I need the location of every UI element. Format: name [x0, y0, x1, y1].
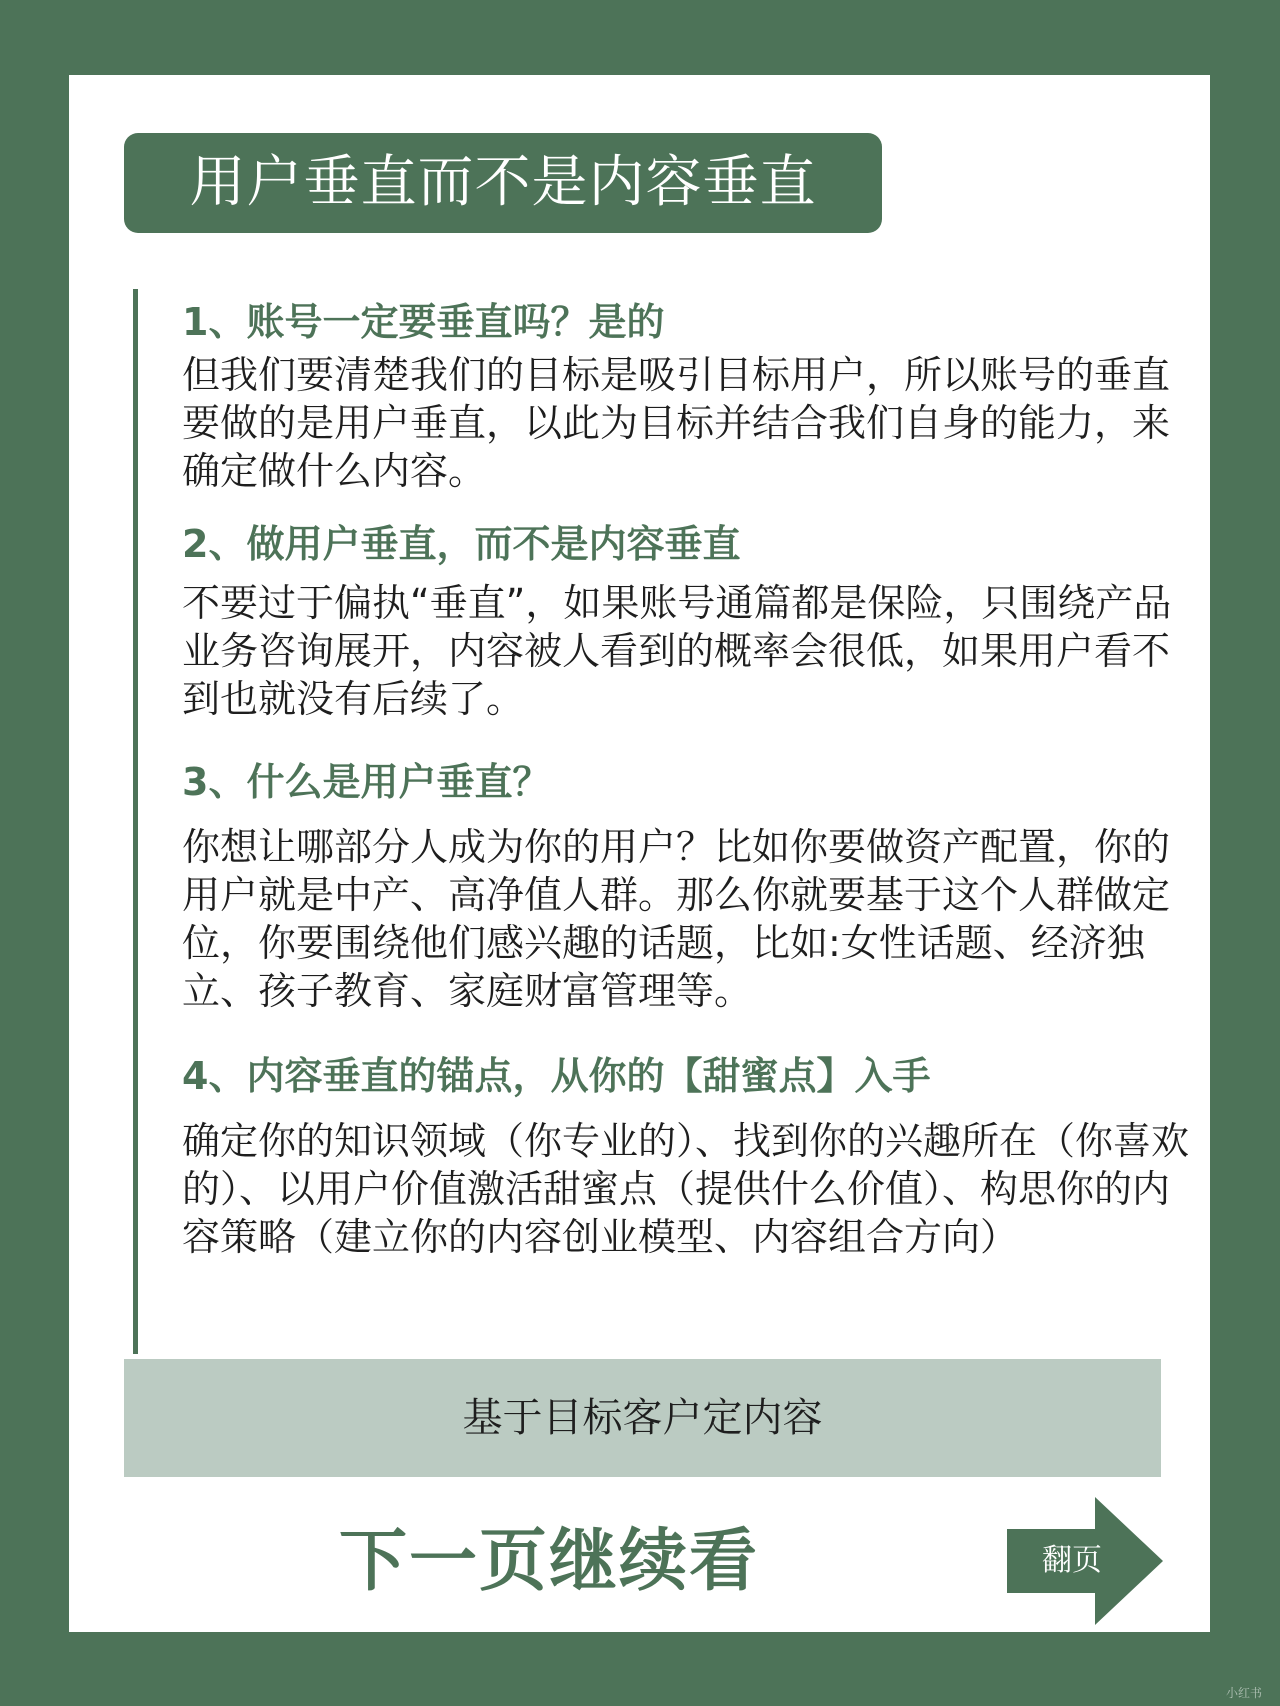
section-body-1: 但我们要清楚我们的目标是吸引目标用户，所以账号的垂直要做的是用户垂直，以此为目标并结合我们自身的能力，来确定做什么内容。	[182, 353, 1171, 493]
section-heading-3: 3、什么是用户垂直？	[182, 760, 551, 804]
title-banner	[124, 133, 882, 233]
section-body-3: 你想让哪部分人成为你的用户？比如你要做资产配置，你的用户就是中产、高净值人群。那么你就要基于这个人群做定位，你要围绕他们感兴趣的话题，比如:女性话题、经济独立、孩子教育、家庭财富管理等。	[182, 825, 1171, 1013]
content-card	[69, 75, 1210, 1632]
section-heading-1: 1、账号一定要垂直吗？是的	[182, 300, 665, 344]
section-divider-rule	[133, 289, 138, 1354]
section-heading-4: 4、内容垂直的锚点，从你的【甜蜜点】入手	[182, 1054, 931, 1098]
page-title: 用户垂直而不是内容垂直	[189, 150, 817, 215]
summary-bar	[124, 1359, 1161, 1477]
summary-text: 基于目标客户定内容	[462, 1395, 823, 1441]
flip-page-label: 翻页	[1042, 1543, 1102, 1578]
flip-page-button[interactable]	[1007, 1497, 1163, 1625]
section-body-2: 不要过于偏执“垂直”，如果账号通篇都是保险，只围绕产品业务咨询展开，内容被人看到的概率会很低，如果用户看不到也就没有后续了。	[182, 581, 1172, 721]
section-body-4: 确定你的知识领域（你专业的）、找到你的兴趣所在（你喜欢的）、以用户价值激活甜蜜点（提供什么价值）、构思你的内容策略（建立你的内容创业模型、内容组合方向）	[182, 1119, 1190, 1259]
section-heading-2: 2、做用户垂直，而不是内容垂直	[182, 522, 741, 566]
next-page-label: 下一页继续看	[339, 1522, 760, 1601]
watermark-logo: 小红书	[1226, 1686, 1263, 1700]
